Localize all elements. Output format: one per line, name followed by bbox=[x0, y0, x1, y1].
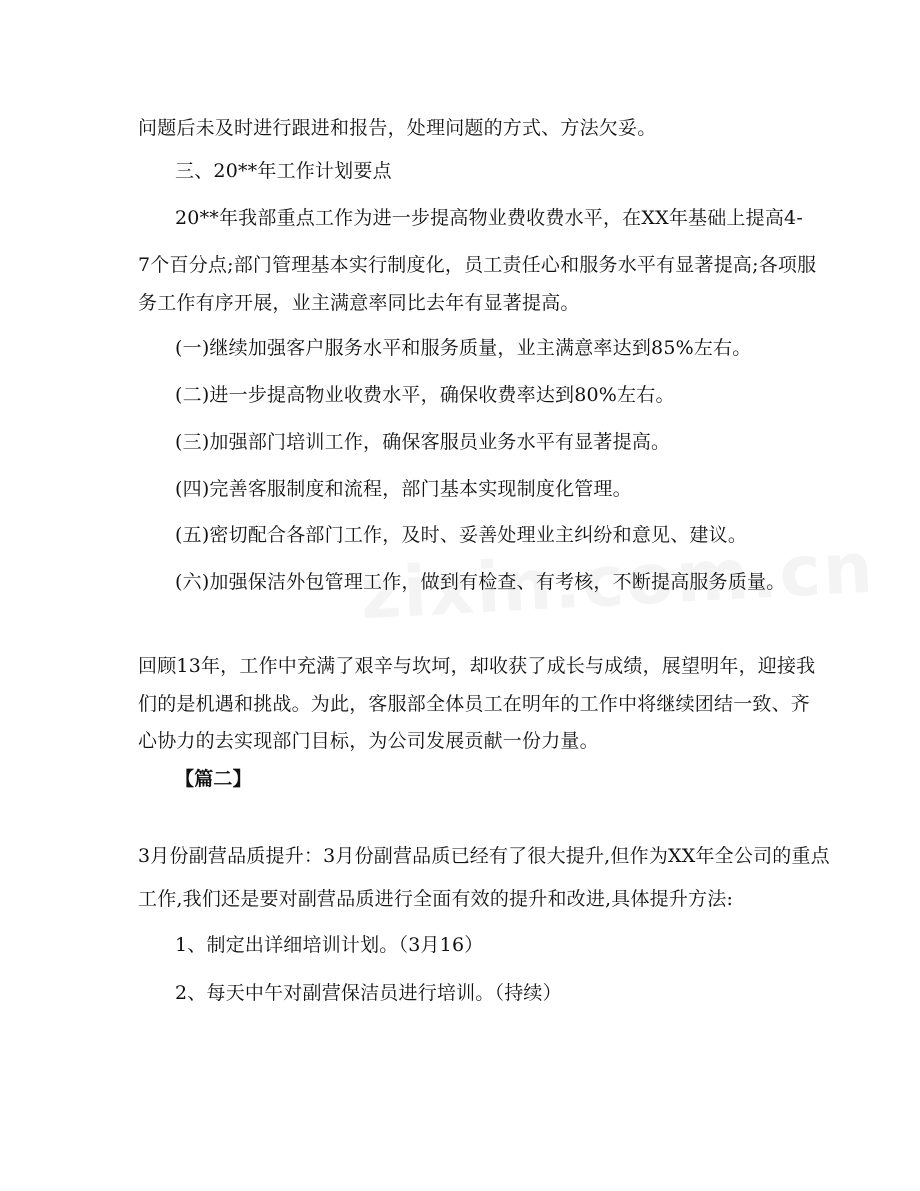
list-item: (五)密切配合各部门工作，及时、妥善处理业主纠纷和意见、建议。 bbox=[175, 524, 748, 546]
list-item: 2、每天中午对副营保洁员进行培训。（持续） bbox=[175, 982, 562, 1004]
text-line: 3月份副营品质提升：3月份副营品质已经有了很大提升,但作为XX年全公司的重点 bbox=[138, 845, 830, 867]
list-item: (二)进一步提高物业收费水平，确保收费率达到80%左右。 bbox=[175, 384, 675, 406]
text-line: 务工作有序开展，业主满意率同比去年有显著提高。 bbox=[138, 292, 580, 314]
list-item: (四)完善客服制度和流程，部门基本实现制度化管理。 bbox=[175, 478, 632, 500]
text-line: 们的是机遇和挑战。为此，客服部全体员工在明年的工作中将继续团结一致、齐 bbox=[138, 693, 811, 715]
list-item: (一)继续加强客户服务水平和服务质量，业主满意率达到85%左右。 bbox=[175, 337, 752, 359]
list-item: (三)加强部门培训工作，确保客服员业务水平有显著提高。 bbox=[175, 431, 671, 453]
text-line: 7个百分点;部门管理基本实行制度化，员工责任心和服务水平有显著提高;各项服 bbox=[138, 254, 817, 276]
text-line: 回顾13年，工作中充满了艰辛与坎坷，却收获了成长与成绩，展望明年，迎接我 bbox=[138, 655, 816, 677]
text-line: 问题后未及时进行跟进和报告，处理问题的方式、方法欠妥。 bbox=[138, 117, 657, 139]
section-heading: 三、20**年工作计划要点 bbox=[175, 160, 392, 182]
list-item: 1、制定出详细培训计划。（3月16） bbox=[175, 934, 484, 956]
text-line: 心协力的去实现部门目标，为公司发展贡献一份力量。 bbox=[138, 730, 599, 752]
text-line: 20**年我部重点工作为进一步提高物业费收费水平，在XX年基础上提高4- bbox=[175, 207, 803, 229]
list-item: (六)加强保洁外包管理工作，做到有检查、有考核，不断提高服务质量。 bbox=[175, 571, 786, 593]
part-heading: 【篇二】 bbox=[175, 768, 252, 790]
text-line: 工作,我们还是要对副营品质进行全面有效的提升和改进,具体提升方法: bbox=[138, 888, 734, 910]
